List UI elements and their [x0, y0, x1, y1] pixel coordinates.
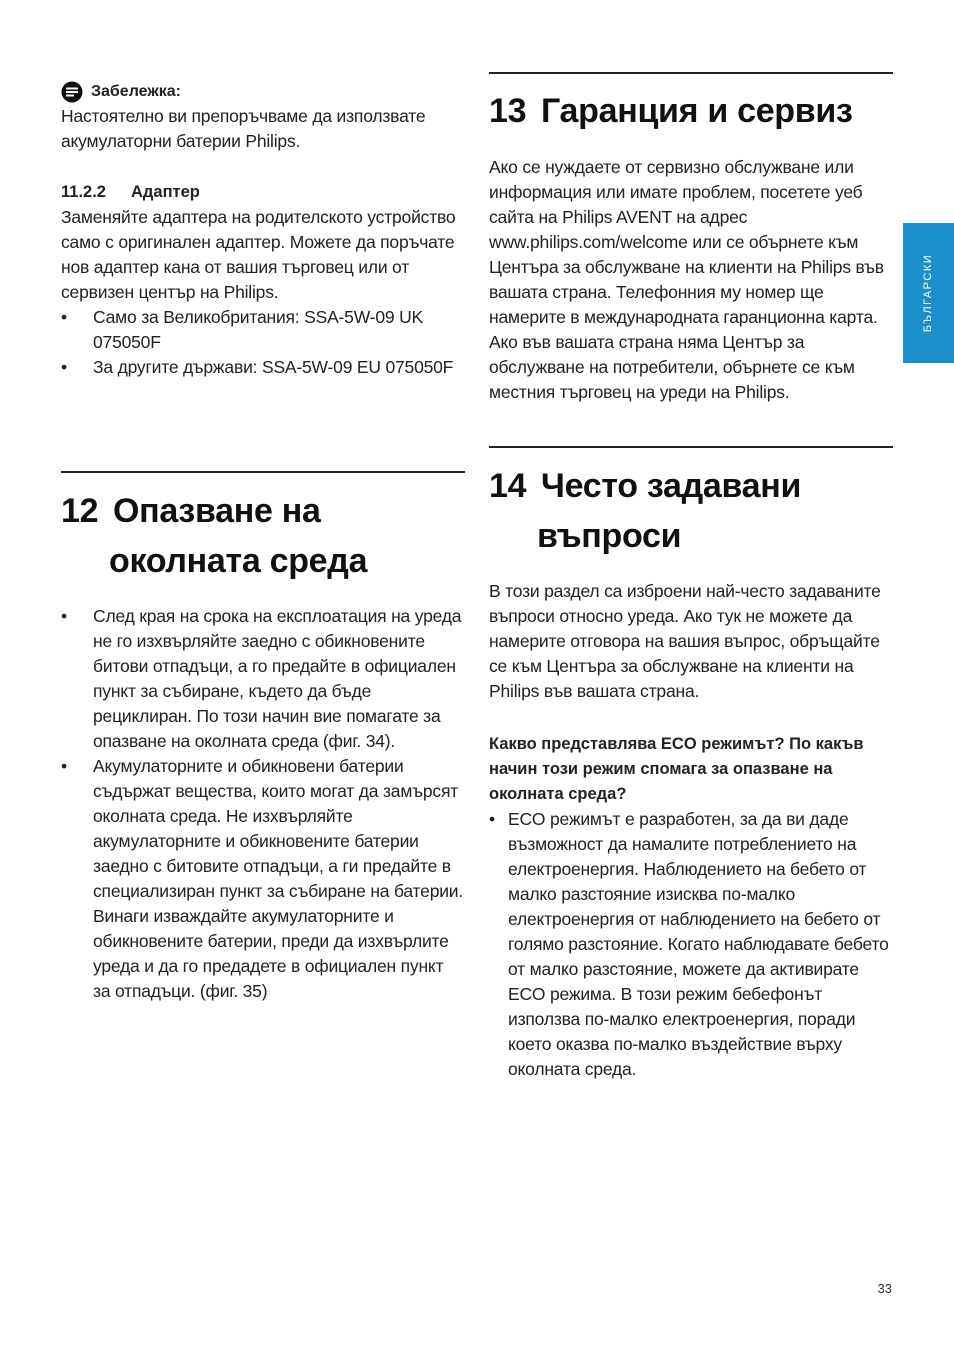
page-number: 33: [877, 1281, 892, 1296]
section-12-title: 12 Опазване на околната среда: [61, 492, 368, 580]
section-14-intro: В този раздел са изброени най-често задаваните въпроси относно уреда. Ако тук не можете да намерите отговора на вашия въпрос, обръщайте се към Центъра за обслужване на клиенти на Philips във вашата страна.: [489, 581, 881, 701]
list-item: • ECO режимът е разработен, за да ви даде възможност да намалите потреблението на електроенергия. Наблюдението на бебето от малко разстояние изисква по-малко електроенергия от наблюдението на бебето от голямо разстояние. Когато наблюдавате бебето от малко разстояние, можете да активирате ECO режима. В този режим бебефонът използва по-малко електроенергия, поради което оказва по-малко въздействие върху околната среда.: [489, 809, 889, 1079]
section-13-body: [489, 155, 893, 405]
section-14-title: 14 Често задавани въпроси: [489, 467, 802, 555]
list-item: • След края на срока на експлоатация на уреда не го изхвърляйте заедно с обикновените битови отпадъци, а го предайте в официален пункт за събиране, където да бъде рециклиран. По този начин вие помагате за опазване на околната среда (фиг. 34).: [61, 606, 462, 751]
section-12-rule: [61, 471, 465, 473]
note-heading: [61, 81, 465, 103]
section-13-text: Ако се нуждаете от сервизно обслужване или информация или имате проблем, посетете уеб сайта на Philips AVENT на адрес www.philips.com/welcome или се обърнете към Центъра за обслужване на клиенти на Philips във вашата страна. Телефонния му номер ще намерите в международната гаранционна карта. Ако във вашата страна няма Център за обслужване на потребители, обърнете се към местния търговец на уреди на Philips.: [489, 157, 884, 402]
language-tab-label: БЪЛГАРСКИ: [922, 253, 935, 333]
note-text: Настоятелно ви препоръчваме да използвате акумулаторни батерии Philips.: [61, 106, 426, 151]
section-12-list: [61, 604, 465, 1004]
adapter-title: Адаптер: [131, 183, 200, 201]
note-block: [61, 81, 465, 154]
list-item: • Акумулаторните и обикновени батерии съдържат вещества, които могат да замърсят околната среда. Не изхвърляйте акумулаторните и обикновените батерии заедно с битовите отпадъци, а ги предайте в специализиран пункт за събиране на батерии. Винаги изваждайте акумулаторните и обикновените батерии, преди да изхвърлите уреда и да го предадете в официален пункт за отпадъци. (фиг. 35): [61, 756, 464, 1001]
adapter-number: 11.2.2: [61, 183, 106, 201]
faq-question: Какво представлява ECO режимът? По какъв начин този режим спомага за опазване на околната среда?: [489, 735, 864, 803]
adapter-text: Заменяйте адаптера на родителското устройство само с оригинален адаптер. Можете да поръчате нов адаптер кана от вашия търговец или от сервизен център на Philips.: [61, 207, 456, 302]
language-tab: [903, 223, 954, 363]
section-14-body: [489, 579, 893, 1082]
list-item: • Само за Великобритания: SSA-5W-09 UK 075050F: [61, 307, 423, 352]
adapter-heading: [61, 180, 465, 205]
section-12-body: [61, 604, 465, 1004]
faq-answer-list: [489, 807, 893, 1082]
note-icon: [61, 81, 83, 103]
section-13-title: 13 Гаранция и сервиз: [489, 92, 853, 130]
list-item: • За другите държави: SSA-5W-09 EU 075050F: [61, 357, 454, 377]
section-14-rule: [489, 446, 893, 448]
note-title: Забележка:: [91, 83, 181, 100]
faq-answer: ECO режимът е разработен, за да ви даде възможност да намалите потреблението на електроенергия. Наблюдението на бебето от малко разстояние изисква по-малко електроенергия от наблюдението на бебето от голямо разстояние. Когато наблюдавате бебето от малко разстояние, можете да активирате ECO режима. В този режим бебефонът използва по-малко електроенергия, поради което оказва по-малко въздействие върху околната среда.: [508, 809, 889, 1079]
adapter-list: [61, 305, 465, 380]
section-13-rule: [489, 72, 893, 74]
adapter-block: [61, 180, 465, 380]
